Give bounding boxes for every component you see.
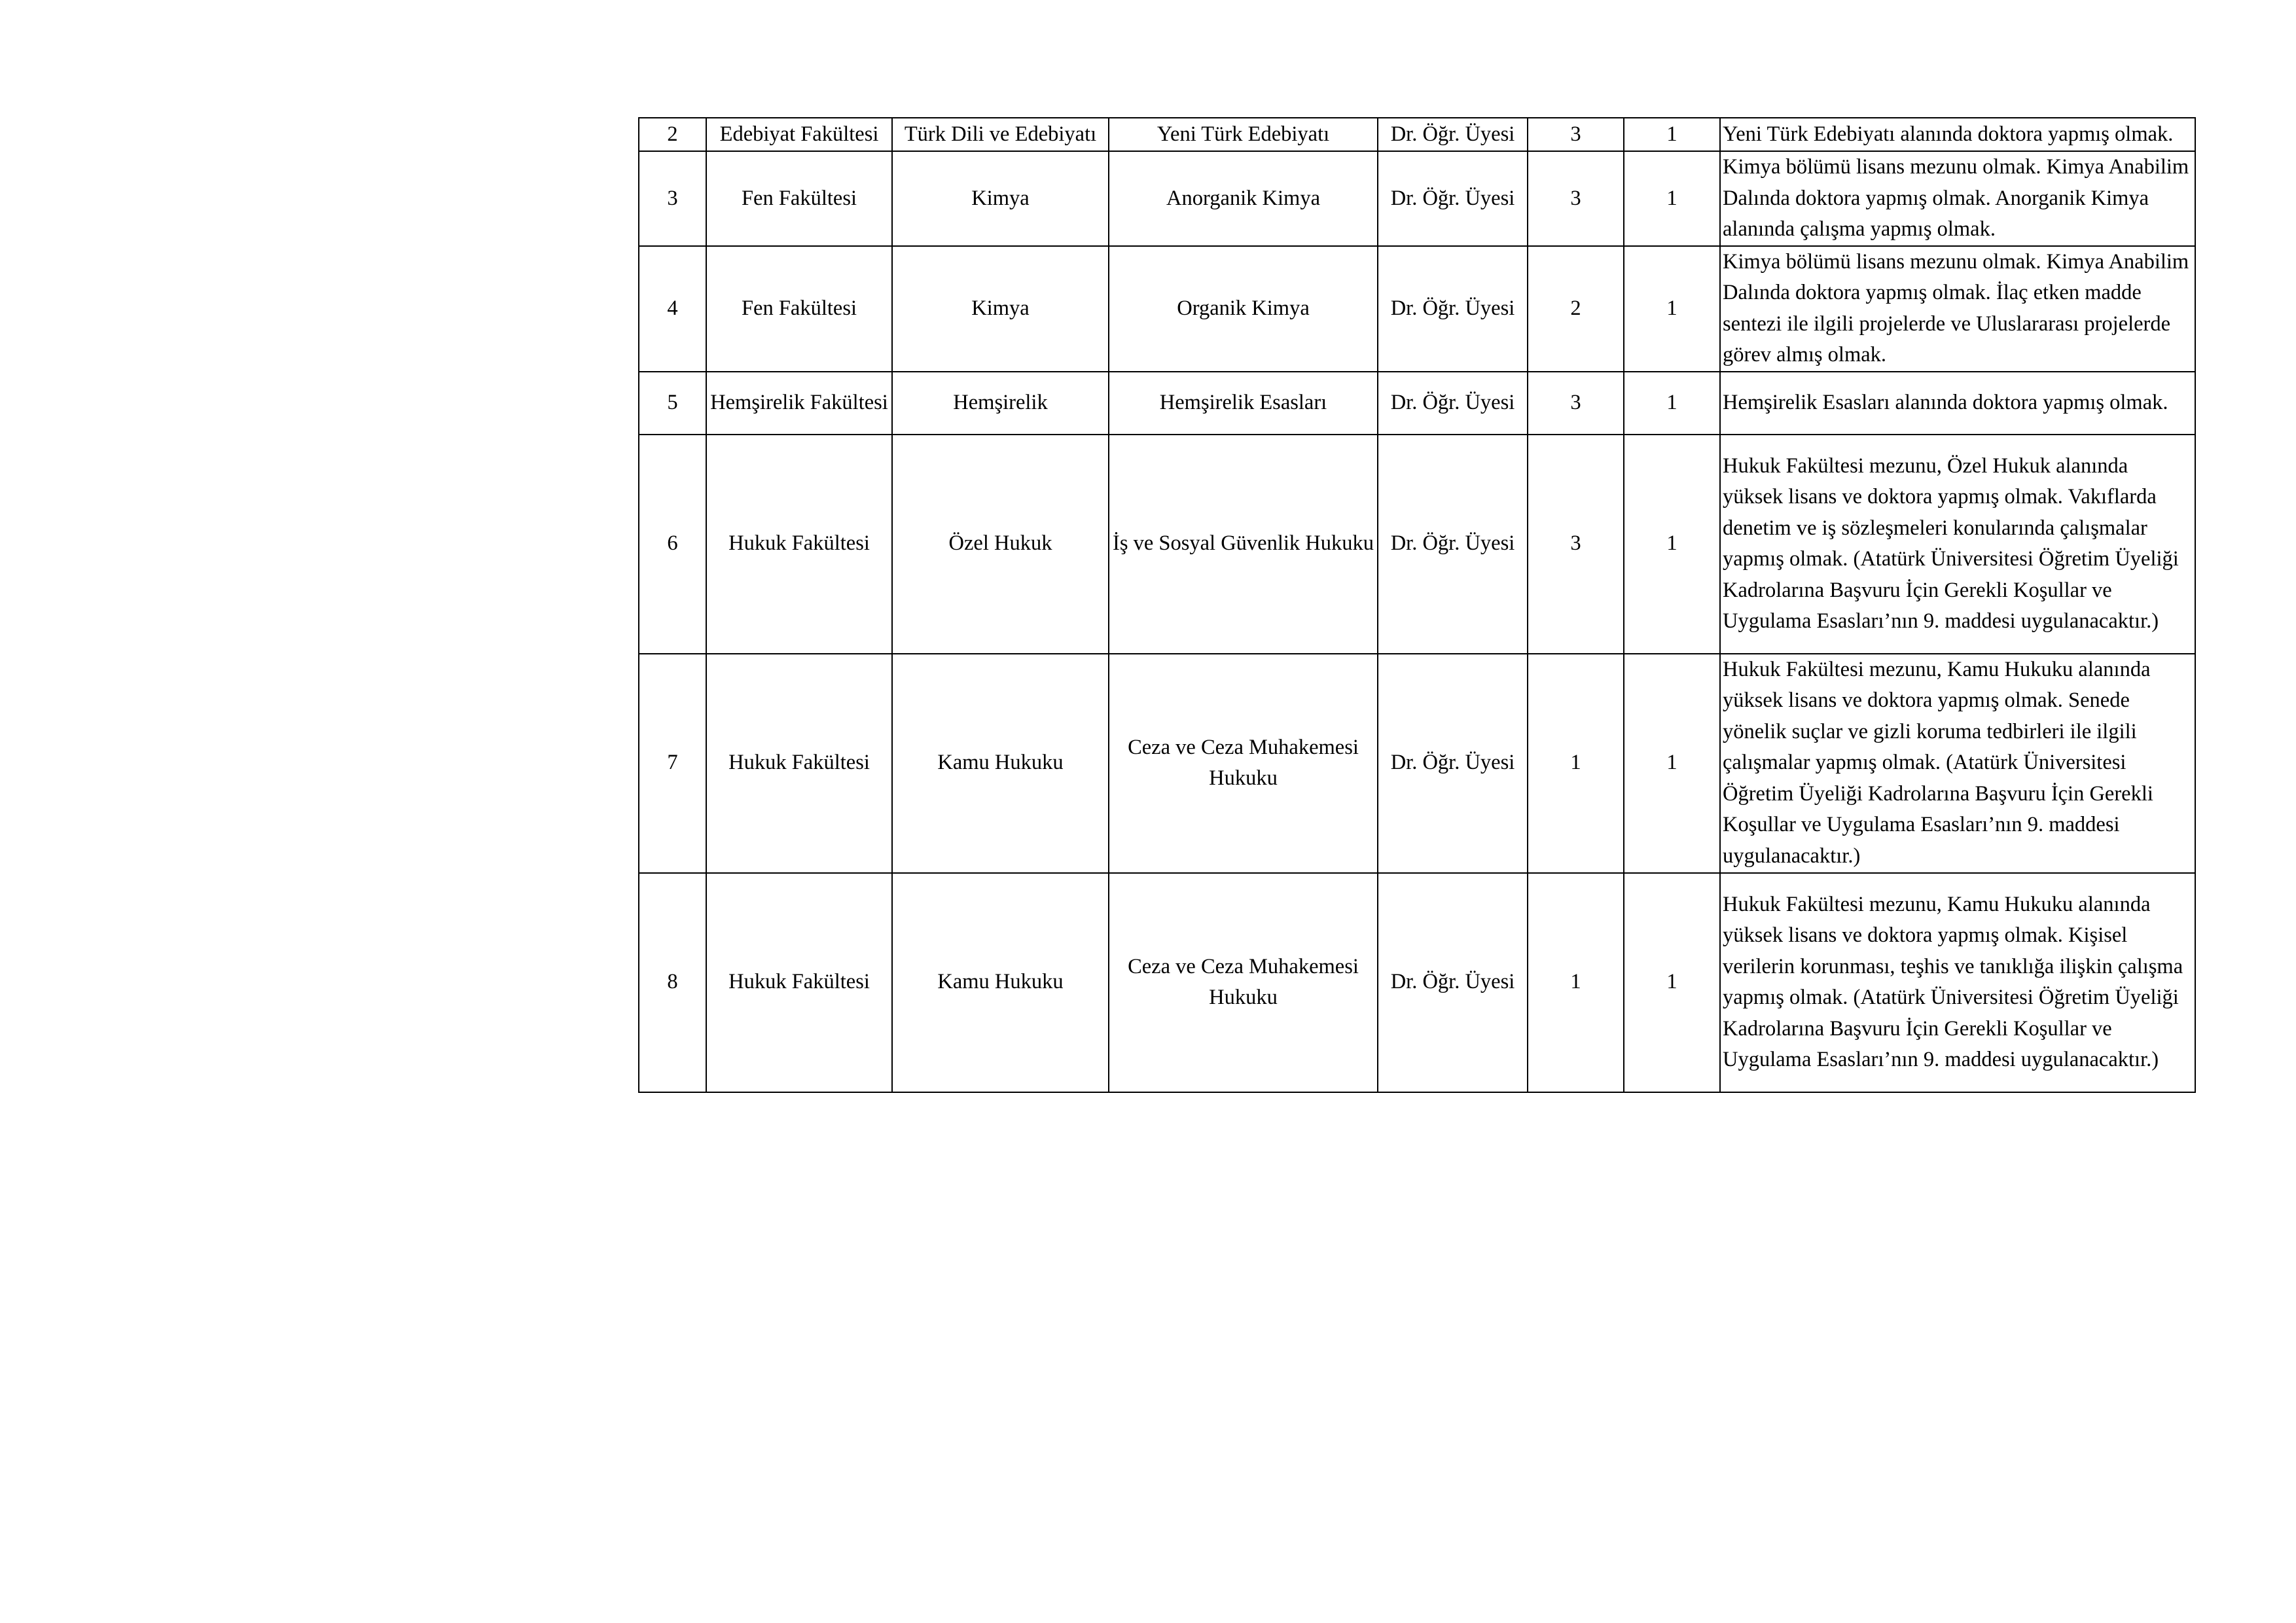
degree-cell: 3 — [1528, 372, 1624, 435]
table-row — [639, 246, 2195, 372]
division-cell: İş ve Sosyal Güvenlik Hukuku — [1109, 435, 1378, 654]
division-cell: Yeni Türk Edebiyatı — [1109, 118, 1378, 151]
count-cell: 1 — [1624, 246, 1720, 372]
requirements-cell: Hukuk Fakültesi mezunu, Kamu Hukuku alanında yüksek lisans ve doktora yapmış olmak. Senede yönelik suçlar ve gizli koruma tedbirleri ile ilgili çalışmalar yapmış olmak. (Atatürk Üniversitesi Öğretim Üyeliği Kadrolarına Başvuru İçin Gerekli Koşullar ve Uygulama Esasları’nın 9. maddesi uygulanacaktır.) — [1720, 654, 2195, 873]
title-cell: Dr. Öğr. Üyesi — [1378, 246, 1528, 372]
title-cell: Dr. Öğr. Üyesi — [1378, 435, 1528, 654]
department-cell: Hemşirelik — [892, 372, 1109, 435]
count-cell: 1 — [1624, 435, 1720, 654]
count-cell: 1 — [1624, 118, 1720, 151]
faculty-cell: Hukuk Fakültesi — [706, 654, 892, 873]
degree-cell: 2 — [1528, 246, 1624, 372]
faculty-cell: Fen Fakültesi — [706, 151, 892, 246]
row-number-cell: 5 — [639, 372, 706, 435]
count-cell: 1 — [1624, 151, 1720, 246]
requirements-cell: Hukuk Fakültesi mezunu, Özel Hukuk alanında yüksek lisans ve doktora yapmış olmak. Vakıflarda denetim ve iş sözleşmeleri konularında çalışmalar yapmış olmak. (Atatürk Üniversitesi Öğretim Üyeliği Kadrolarına Başvuru İçin Gerekli Koşullar ve Uygulama Esasları’nın 9. maddesi uygulanacaktır.) — [1720, 435, 2195, 654]
row-number-cell: 6 — [639, 435, 706, 654]
row-number-cell: 4 — [639, 246, 706, 372]
division-cell: Organik Kimya — [1109, 246, 1378, 372]
faculty-cell: Hemşirelik Fakültesi — [706, 372, 892, 435]
title-cell: Dr. Öğr. Üyesi — [1378, 654, 1528, 873]
positions-table — [638, 117, 2196, 1093]
division-cell: Ceza ve Ceza Muhakemesi Hukuku — [1109, 654, 1378, 873]
title-cell: Dr. Öğr. Üyesi — [1378, 118, 1528, 151]
department-cell: Kimya — [892, 246, 1109, 372]
count-cell: 1 — [1624, 873, 1720, 1092]
degree-cell: 1 — [1528, 873, 1624, 1092]
title-cell: Dr. Öğr. Üyesi — [1378, 873, 1528, 1092]
row-number-cell: 2 — [639, 118, 706, 151]
requirements-cell: Hukuk Fakültesi mezunu, Kamu Hukuku alanında yüksek lisans ve doktora yapmış olmak. Kişisel verilerin korunması, teşhis ve tanıklığa ilişkin çalışma yapmış olmak. (Atatürk Üniversitesi Öğretim Üyeliği Kadrolarına Başvuru İçin Gerekli Koşullar ve Uygulama Esasları’nın 9. maddesi uygulanacaktır.) — [1720, 873, 2195, 1092]
table-row — [639, 654, 2195, 873]
title-cell: Dr. Öğr. Üyesi — [1378, 151, 1528, 246]
division-cell: Ceza ve Ceza Muhakemesi Hukuku — [1109, 873, 1378, 1092]
degree-cell: 3 — [1528, 118, 1624, 151]
department-cell: Kamu Hukuku — [892, 873, 1109, 1092]
department-cell: Kimya — [892, 151, 1109, 246]
table-row — [639, 118, 2195, 151]
department-cell: Türk Dili ve Edebiyatı — [892, 118, 1109, 151]
row-number-cell: 8 — [639, 873, 706, 1092]
table-row — [639, 151, 2195, 246]
table-row — [639, 873, 2195, 1092]
degree-cell: 3 — [1528, 151, 1624, 246]
faculty-cell: Hukuk Fakültesi — [706, 873, 892, 1092]
table-row — [639, 435, 2195, 654]
row-number-cell: 3 — [639, 151, 706, 246]
faculty-cell: Hukuk Fakültesi — [706, 435, 892, 654]
table-row — [639, 372, 2195, 435]
degree-cell: 1 — [1528, 654, 1624, 873]
count-cell: 1 — [1624, 654, 1720, 873]
department-cell: Kamu Hukuku — [892, 654, 1109, 873]
degree-cell: 3 — [1528, 435, 1624, 654]
faculty-cell: Fen Fakültesi — [706, 246, 892, 372]
department-cell: Özel Hukuk — [892, 435, 1109, 654]
requirements-cell: Hemşirelik Esasları alanında doktora yapmış olmak. — [1720, 372, 2195, 435]
division-cell: Anorganik Kimya — [1109, 151, 1378, 246]
title-cell: Dr. Öğr. Üyesi — [1378, 372, 1528, 435]
division-cell: Hemşirelik Esasları — [1109, 372, 1378, 435]
row-number-cell: 7 — [639, 654, 706, 873]
requirements-cell: Kimya bölümü lisans mezunu olmak. Kimya Anabilim Dalında doktora yapmış olmak. İlaç etken madde sentezi ile ilgili projelerde ve Uluslararası projelerde görev almış olmak. — [1720, 246, 2195, 372]
count-cell: 1 — [1624, 372, 1720, 435]
faculty-cell: Edebiyat Fakültesi — [706, 118, 892, 151]
requirements-cell: Yeni Türk Edebiyatı alanında doktora yapmış olmak. — [1720, 118, 2195, 151]
requirements-cell: Kimya bölümü lisans mezunu olmak. Kimya Anabilim Dalında doktora yapmış olmak. Anorganik Kimya alanında çalışma yapmış olmak. — [1720, 151, 2195, 246]
